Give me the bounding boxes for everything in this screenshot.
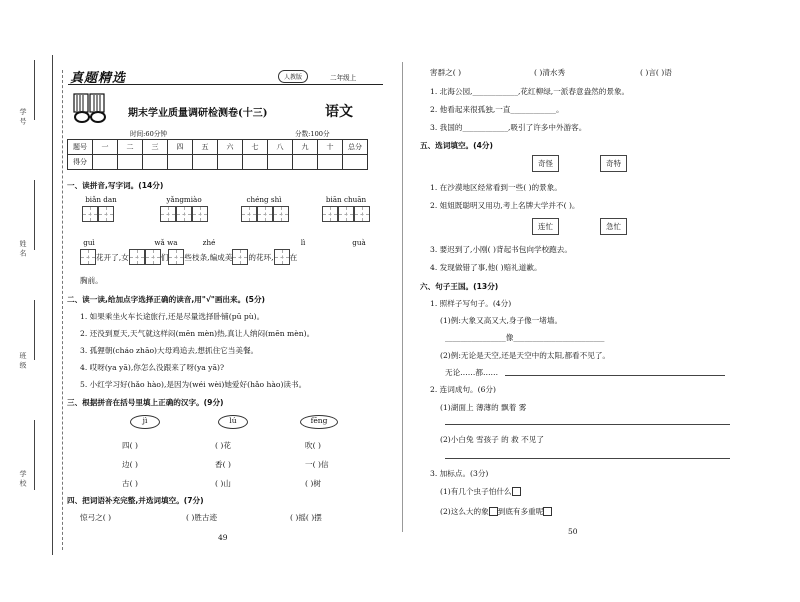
fill-line-name[interactable] [34, 180, 35, 250]
score-input[interactable] [118, 155, 143, 170]
total-score: 分数:100分 [295, 130, 330, 138]
writing-cell[interactable] [257, 206, 273, 222]
grade-label: 二年级上 [330, 74, 357, 82]
pinyin-label: guà [352, 238, 366, 247]
writing-cell[interactable] [176, 206, 192, 222]
pinyin-bubble: lú [218, 415, 248, 429]
section2-item[interactable]: 3. 孤狸朝(cháo zhāo)大母鸡追去,想抓住它当美餐。 [80, 346, 259, 355]
section6-sub: 2. 连词成句。(6分) [430, 385, 496, 394]
pinyin-label: guì [83, 238, 95, 247]
fill-blank[interactable]: ( )言( )语 [640, 68, 672, 77]
sentence-text: 些枝条,编成美 [184, 252, 233, 262]
score-cell: 八 [268, 140, 293, 155]
score-label: 得分 [68, 155, 93, 170]
writing-cell[interactable] [82, 206, 98, 222]
score-input[interactable] [193, 155, 218, 170]
writing-cell[interactable] [80, 249, 96, 265]
section6-heading: 六、句子王国。(13分) [420, 282, 499, 291]
answer-line[interactable] [505, 375, 725, 376]
section6-sub: 3. 加标点。(3分) [430, 469, 489, 478]
writing-cell[interactable] [274, 249, 290, 265]
fill-line-class[interactable] [34, 300, 35, 360]
pinyin-label: zhé [202, 238, 216, 247]
section4-heading: 四、把词语补充完整,并选词填空。(7分) [67, 496, 204, 505]
subject-label: 语文 [325, 104, 353, 120]
writing-cell[interactable] [338, 206, 354, 222]
fill-blank[interactable]: 四( ) [122, 441, 138, 450]
score-cell: 四 [168, 140, 193, 155]
section2-heading: 二、读一读,给加点字选择正确的读音,用"√"画出来。(5分) [67, 295, 266, 304]
section2-item[interactable]: 2. 还没到夏天,天气就这样闷(mēn mèn)热,真让人纳闷(mēn mèn)。 [80, 329, 315, 338]
score-input[interactable] [243, 155, 268, 170]
writing-cell[interactable] [145, 249, 161, 265]
section5-item[interactable]: 4. 发现做错了事,他( )赔礼道歉。 [430, 263, 542, 272]
section6-sub: 1. 照样子写句子。(4分) [430, 299, 512, 308]
score-cell: 九 [293, 140, 318, 155]
punctuation-box[interactable] [543, 507, 552, 516]
section5-item[interactable]: 2. 姐姐既聪明又用功,考上名牌大学并不( )。 [430, 201, 580, 210]
cut-line [62, 70, 63, 550]
word-choice: 奇怪 [532, 155, 559, 172]
score-table-header-row [68, 140, 368, 155]
writing-grid[interactable] [82, 206, 114, 222]
score-input[interactable] [318, 155, 343, 170]
page-number-right: 50 [568, 527, 578, 536]
fill-blank[interactable]: ( )胜古迹 [186, 513, 218, 522]
score-cell: 一 [93, 140, 118, 155]
score-input[interactable] [143, 155, 168, 170]
word-order-question: (2)小白兔 雪孩子 的 救 不见了 [440, 435, 544, 444]
writing-cell[interactable] [168, 249, 184, 265]
fill-line-id[interactable] [34, 60, 35, 120]
writing-cell[interactable] [98, 206, 114, 222]
binding-line [52, 55, 53, 555]
fill-blank[interactable]: 香( ) [215, 460, 231, 469]
pinyin-label: yǎngmiào [166, 195, 202, 204]
punctuation-box[interactable] [489, 507, 498, 516]
score-table-score-row [68, 155, 368, 170]
section4-item[interactable]: 3. 我国的____________,吸引了许多中外游客。 [430, 123, 587, 132]
section5-item[interactable]: 1. 在沙漠地区经常看到一些( )的景象。 [430, 183, 562, 192]
time-limit: 时间:60分钟 [130, 130, 167, 138]
punctuation-text: (1)有几个虫子怕什么 [440, 487, 512, 496]
section6-example: (2)例:无论是天空,还是天空中的太阳,都看不见了。 [440, 351, 611, 360]
section2-item[interactable]: 1. 如果乘坐火车长途旅行,还是尽量选择卧铺(pū pù)。 [80, 312, 265, 321]
pinyin-label: biān chuān [325, 195, 367, 204]
section2-item[interactable]: 5. 小红学习好(hǎo hào),是因为(wéi wèi)她爱好(hǎo hào)读书。 [80, 380, 307, 389]
score-cell: 题号 [68, 140, 93, 155]
fill-blank[interactable]: ( )清水秀 [534, 68, 566, 77]
writing-cell[interactable] [232, 249, 248, 265]
writing-cell[interactable] [322, 206, 338, 222]
section1-sentence [80, 249, 297, 265]
section6-example: (1)例:大象又高又大,身子像一堵墙。 [440, 316, 563, 325]
fill-blank[interactable]: ( )山 [215, 479, 231, 488]
section3-heading: 三、根据拼音在括号里填上正确的汉字。(9分) [67, 398, 224, 407]
section2-item[interactable]: 4. 哎呀(ya yā),你怎么没跟来了呀(ya yā)? [80, 363, 225, 372]
section1-heading: 一、读拼音,写字词。(14分) [67, 181, 164, 190]
score-input[interactable] [343, 155, 368, 170]
sentence-text: 的花环, [248, 252, 274, 262]
fill-blank[interactable]: 惊弓之( ) [80, 513, 112, 522]
writing-grid[interactable] [160, 206, 208, 222]
punctuation-question [440, 486, 521, 497]
pinyin-bubble: jì [130, 415, 160, 429]
writing-grid[interactable] [322, 206, 370, 222]
punctuation-box[interactable] [512, 487, 521, 496]
answer-line[interactable] [445, 458, 730, 459]
score-input[interactable] [293, 155, 318, 170]
score-input[interactable] [93, 155, 118, 170]
score-input[interactable] [168, 155, 193, 170]
writing-cell[interactable] [192, 206, 208, 222]
score-cell: 五 [193, 140, 218, 155]
edition-badge: 人教版 [278, 70, 308, 83]
fill-blank[interactable]: ( )摇( )摆 [290, 513, 322, 522]
header-rule [68, 84, 383, 85]
fill-blank[interactable]: ( )花 [215, 441, 231, 450]
writing-cell[interactable] [354, 206, 370, 222]
score-input[interactable] [268, 155, 293, 170]
fill-blank[interactable]: 边( ) [122, 460, 138, 469]
word-choice: 连忙 [532, 218, 559, 235]
punctuation-text: (2)这么大的象 [440, 507, 489, 516]
page-number-left: 49 [218, 533, 228, 542]
score-cell: 总分 [343, 140, 368, 155]
score-cell: 六 [218, 140, 243, 155]
sentence-text: 在 [289, 252, 298, 262]
score-cell: 二 [118, 140, 143, 155]
score-cell: 十 [318, 140, 343, 155]
pinyin-bubble: fēng [300, 415, 338, 429]
fill-blank[interactable]: 古( ) [122, 479, 138, 488]
sentence-text: 花开了,女 [96, 252, 129, 262]
sidebar-field-school: 学 校 [19, 470, 27, 487]
page-fold [402, 62, 403, 532]
fill-blank[interactable]: 无论……都…… [445, 368, 499, 377]
fill-blank[interactable]: 害群之( ) [430, 68, 462, 77]
score-cell: 七 [243, 140, 268, 155]
section1-sentence-end: 胸前。 [80, 276, 103, 285]
brand-logo: 真题精选 [70, 71, 127, 86]
sidebar-field-name: 姓 名 [19, 240, 27, 257]
word-choice: 急忙 [600, 218, 627, 235]
writing-cell[interactable] [160, 206, 176, 222]
sidebar-field-class: 班 级 [19, 352, 27, 369]
pinyin-label: biǎn dan [85, 195, 117, 204]
writing-cell[interactable] [241, 206, 257, 222]
score-table [67, 139, 368, 170]
answer-line[interactable] [445, 424, 730, 425]
sidebar-field-student-id: 学 号 [19, 108, 27, 125]
score-cell: 三 [143, 140, 168, 155]
pinyin-label: lì [300, 238, 306, 247]
section4-item[interactable]: 2. 他看起来很孤独,一直____________。 [430, 105, 564, 114]
pinyin-label: wǎ wa [154, 238, 178, 247]
section5-heading: 五、选词填空。(4分) [420, 141, 493, 150]
writing-cell[interactable] [273, 206, 289, 222]
section5-item[interactable]: 3. 要迟到了,小刚( )背起书包向学校跑去。 [430, 245, 572, 254]
writing-grid[interactable] [241, 206, 289, 222]
score-input[interactable] [218, 155, 243, 170]
word-order-question: (1)湖面上 薄薄的 飘着 雾 [440, 403, 527, 412]
section4-item[interactable]: 1. 北海公园,____________,花红柳绿,一派春意盎然的景象。 [430, 87, 630, 96]
sentence-text: 们 [160, 252, 169, 262]
fill-blank[interactable]: 吹( ) [305, 441, 321, 450]
fill-blank[interactable]: ________________像________________________ [445, 333, 605, 342]
book-glasses-icon [72, 92, 108, 124]
exam-title: 期末学业质量调研检测卷(十三) [128, 108, 268, 119]
punctuation-question [440, 506, 552, 517]
fill-blank[interactable]: ( )树 [305, 479, 321, 488]
word-choice: 奇特 [600, 155, 627, 172]
writing-cell[interactable] [129, 249, 145, 265]
punctuation-text: 到底有多重呢 [497, 507, 544, 516]
fill-blank[interactable]: 一( )信 [305, 460, 329, 469]
fill-line-school[interactable] [34, 420, 35, 490]
pinyin-label: chéng shì [246, 195, 282, 204]
